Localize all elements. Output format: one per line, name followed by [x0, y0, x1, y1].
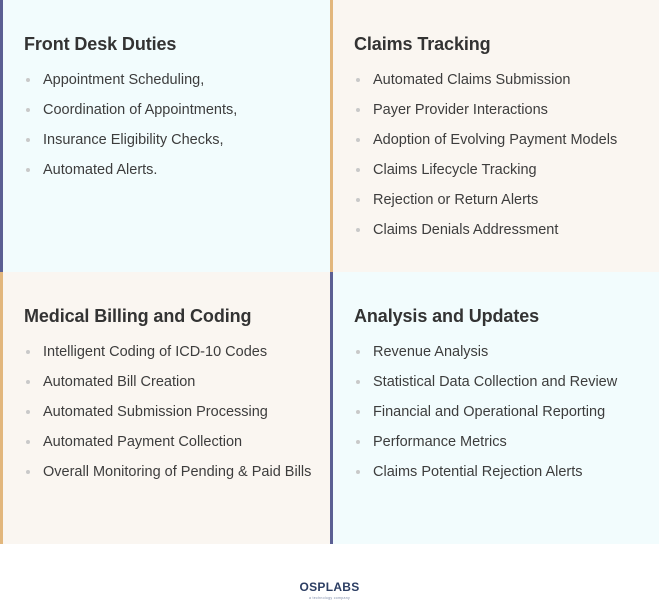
list-item: Rejection or Return Alerts	[354, 185, 659, 215]
card-title: Claims Tracking	[354, 34, 491, 54]
bullet-icon	[356, 228, 360, 232]
card-list	[354, 337, 659, 487]
bullet-icon	[26, 410, 30, 414]
bullet-icon	[26, 108, 30, 112]
bullet-icon	[26, 350, 30, 354]
card-list	[24, 337, 330, 487]
card-analysis-updates	[330, 272, 659, 544]
bullet-icon	[356, 138, 360, 142]
list-item: Automated Alerts.	[24, 155, 330, 185]
list-item: Intelligent Coding of ICD-10 Codes	[24, 337, 330, 367]
bullet-icon	[356, 78, 360, 82]
bullet-icon	[356, 380, 360, 384]
list-item: Automated Payment Collection	[24, 427, 330, 457]
bullet-icon	[26, 380, 30, 384]
card-front-desk-duties	[0, 0, 330, 272]
card-medical-billing-coding	[0, 272, 330, 544]
bullet-icon	[26, 470, 30, 474]
list-item: Automated Bill Creation	[24, 367, 330, 397]
card-list	[24, 65, 330, 185]
list-item: Statistical Data Collection and Review	[354, 367, 659, 397]
list-item: Payer Provider Interactions	[354, 95, 659, 125]
list-item: Performance Metrics	[354, 427, 659, 457]
list-item: Insurance Eligibility Checks,	[24, 125, 330, 155]
bullet-icon	[26, 138, 30, 142]
list-item: Revenue Analysis	[354, 337, 659, 367]
bullet-icon	[26, 440, 30, 444]
bullet-icon	[356, 198, 360, 202]
logo-wordmark: OSPLABS	[299, 580, 360, 594]
bullet-icon	[356, 440, 360, 444]
bullet-icon	[356, 350, 360, 354]
list-item: Claims Potential Rejection Alerts	[354, 457, 659, 487]
card-claims-tracking	[330, 0, 659, 272]
list-item: Overall Monitoring of Pending & Paid Bills	[24, 457, 330, 487]
bullet-icon	[356, 168, 360, 172]
list-item: Claims Denials Addressment	[354, 215, 659, 245]
bullet-icon	[26, 168, 30, 172]
list-item: Automated Claims Submission	[354, 65, 659, 95]
osplabs-logo	[0, 578, 659, 601]
bullet-icon	[356, 470, 360, 474]
list-item: Claims Lifecycle Tracking	[354, 155, 659, 185]
logo-tagline: a technology company	[308, 596, 351, 600]
list-item: Automated Submission Processing	[24, 397, 330, 427]
card-title: Analysis and Updates	[354, 306, 540, 326]
list-item: Appointment Scheduling,	[24, 65, 330, 95]
bullet-icon	[356, 108, 360, 112]
list-item: Financial and Operational Reporting	[354, 397, 659, 427]
card-title: Medical Billing and Coding	[24, 306, 252, 326]
card-title: Front Desk Duties	[24, 34, 177, 54]
list-item: Coordination of Appointments,	[24, 95, 330, 125]
bullet-icon	[26, 78, 30, 82]
list-item: Adoption of Evolving Payment Models	[354, 125, 659, 155]
card-list	[354, 65, 659, 245]
bullet-icon	[356, 410, 360, 414]
